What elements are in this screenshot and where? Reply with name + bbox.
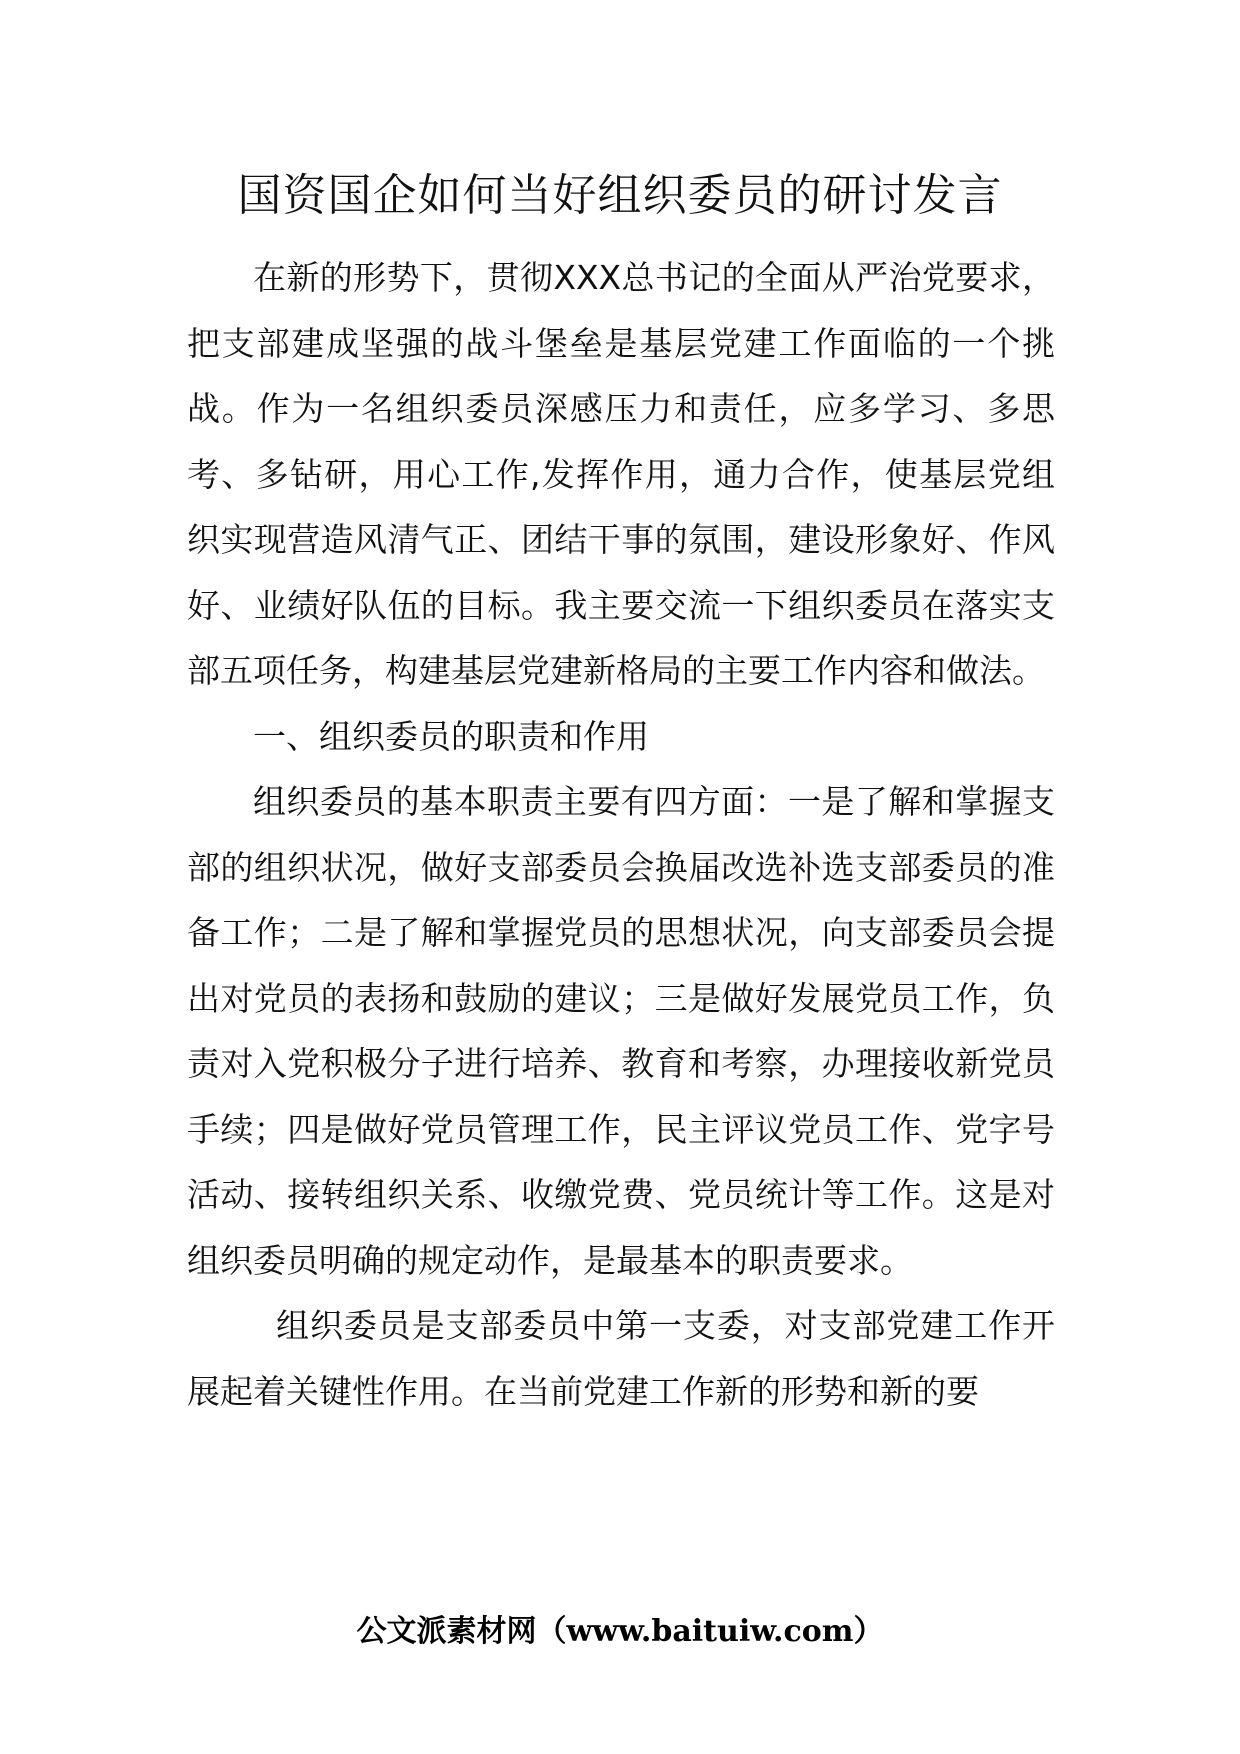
- intro-paragraph: 在新的形势下，贯彻XXX总书记的全面从严治党要求，把支部建成坚强的战斗堡垒是基层党建工作面临的一个挑战。作为一名组织委员深感压力和责任，应多学习、多思考、多钻研，用心工作,发挥作用，通力合作，使基层党组织实现营造风清气正、团结干事的氛围，建设形象好、作风好、业绩好队伍的目标。我主要交流一下组织委员在落实支部五项任务，构建基层党建新格局的主要工作内容和做法。: [187, 258, 1055, 690]
- section-heading: 一、组织委员的职责和作用: [253, 716, 649, 756]
- role-paragraph: 组织委员是支部委员中第一支委，对支部党建工作开展起着关键性作用。在当前党建工作新的形势和新的要: [187, 1306, 1055, 1411]
- document-title: 国资国企如何当好组织委员的研讨发言: [237, 170, 1003, 221]
- document-body: [187, 245, 1055, 1424]
- duties-paragraph: 组织委员的基本职责主要有四方面：一是了解和掌握支部的组织状况，做好支部委员会换届改选补选支部委员的准备工作；二是了解和掌握党员的思想状况，向支部委员会提出对党员的表扬和鼓励的建议；三是做好发展党员工作，负责对入党积极分子进行培养、教育和考察，办理接收新党员手续；四是做好党员管理工作，民主评议党员工作、党字号活动、接转组织关系、收缴党费、党员统计等工作。这是对组织委员明确的规定动作，是最基本的职责要求。: [187, 782, 1055, 1280]
- footer-watermark: 公文派素材网（www.baituiw.com）: [356, 1614, 884, 1649]
